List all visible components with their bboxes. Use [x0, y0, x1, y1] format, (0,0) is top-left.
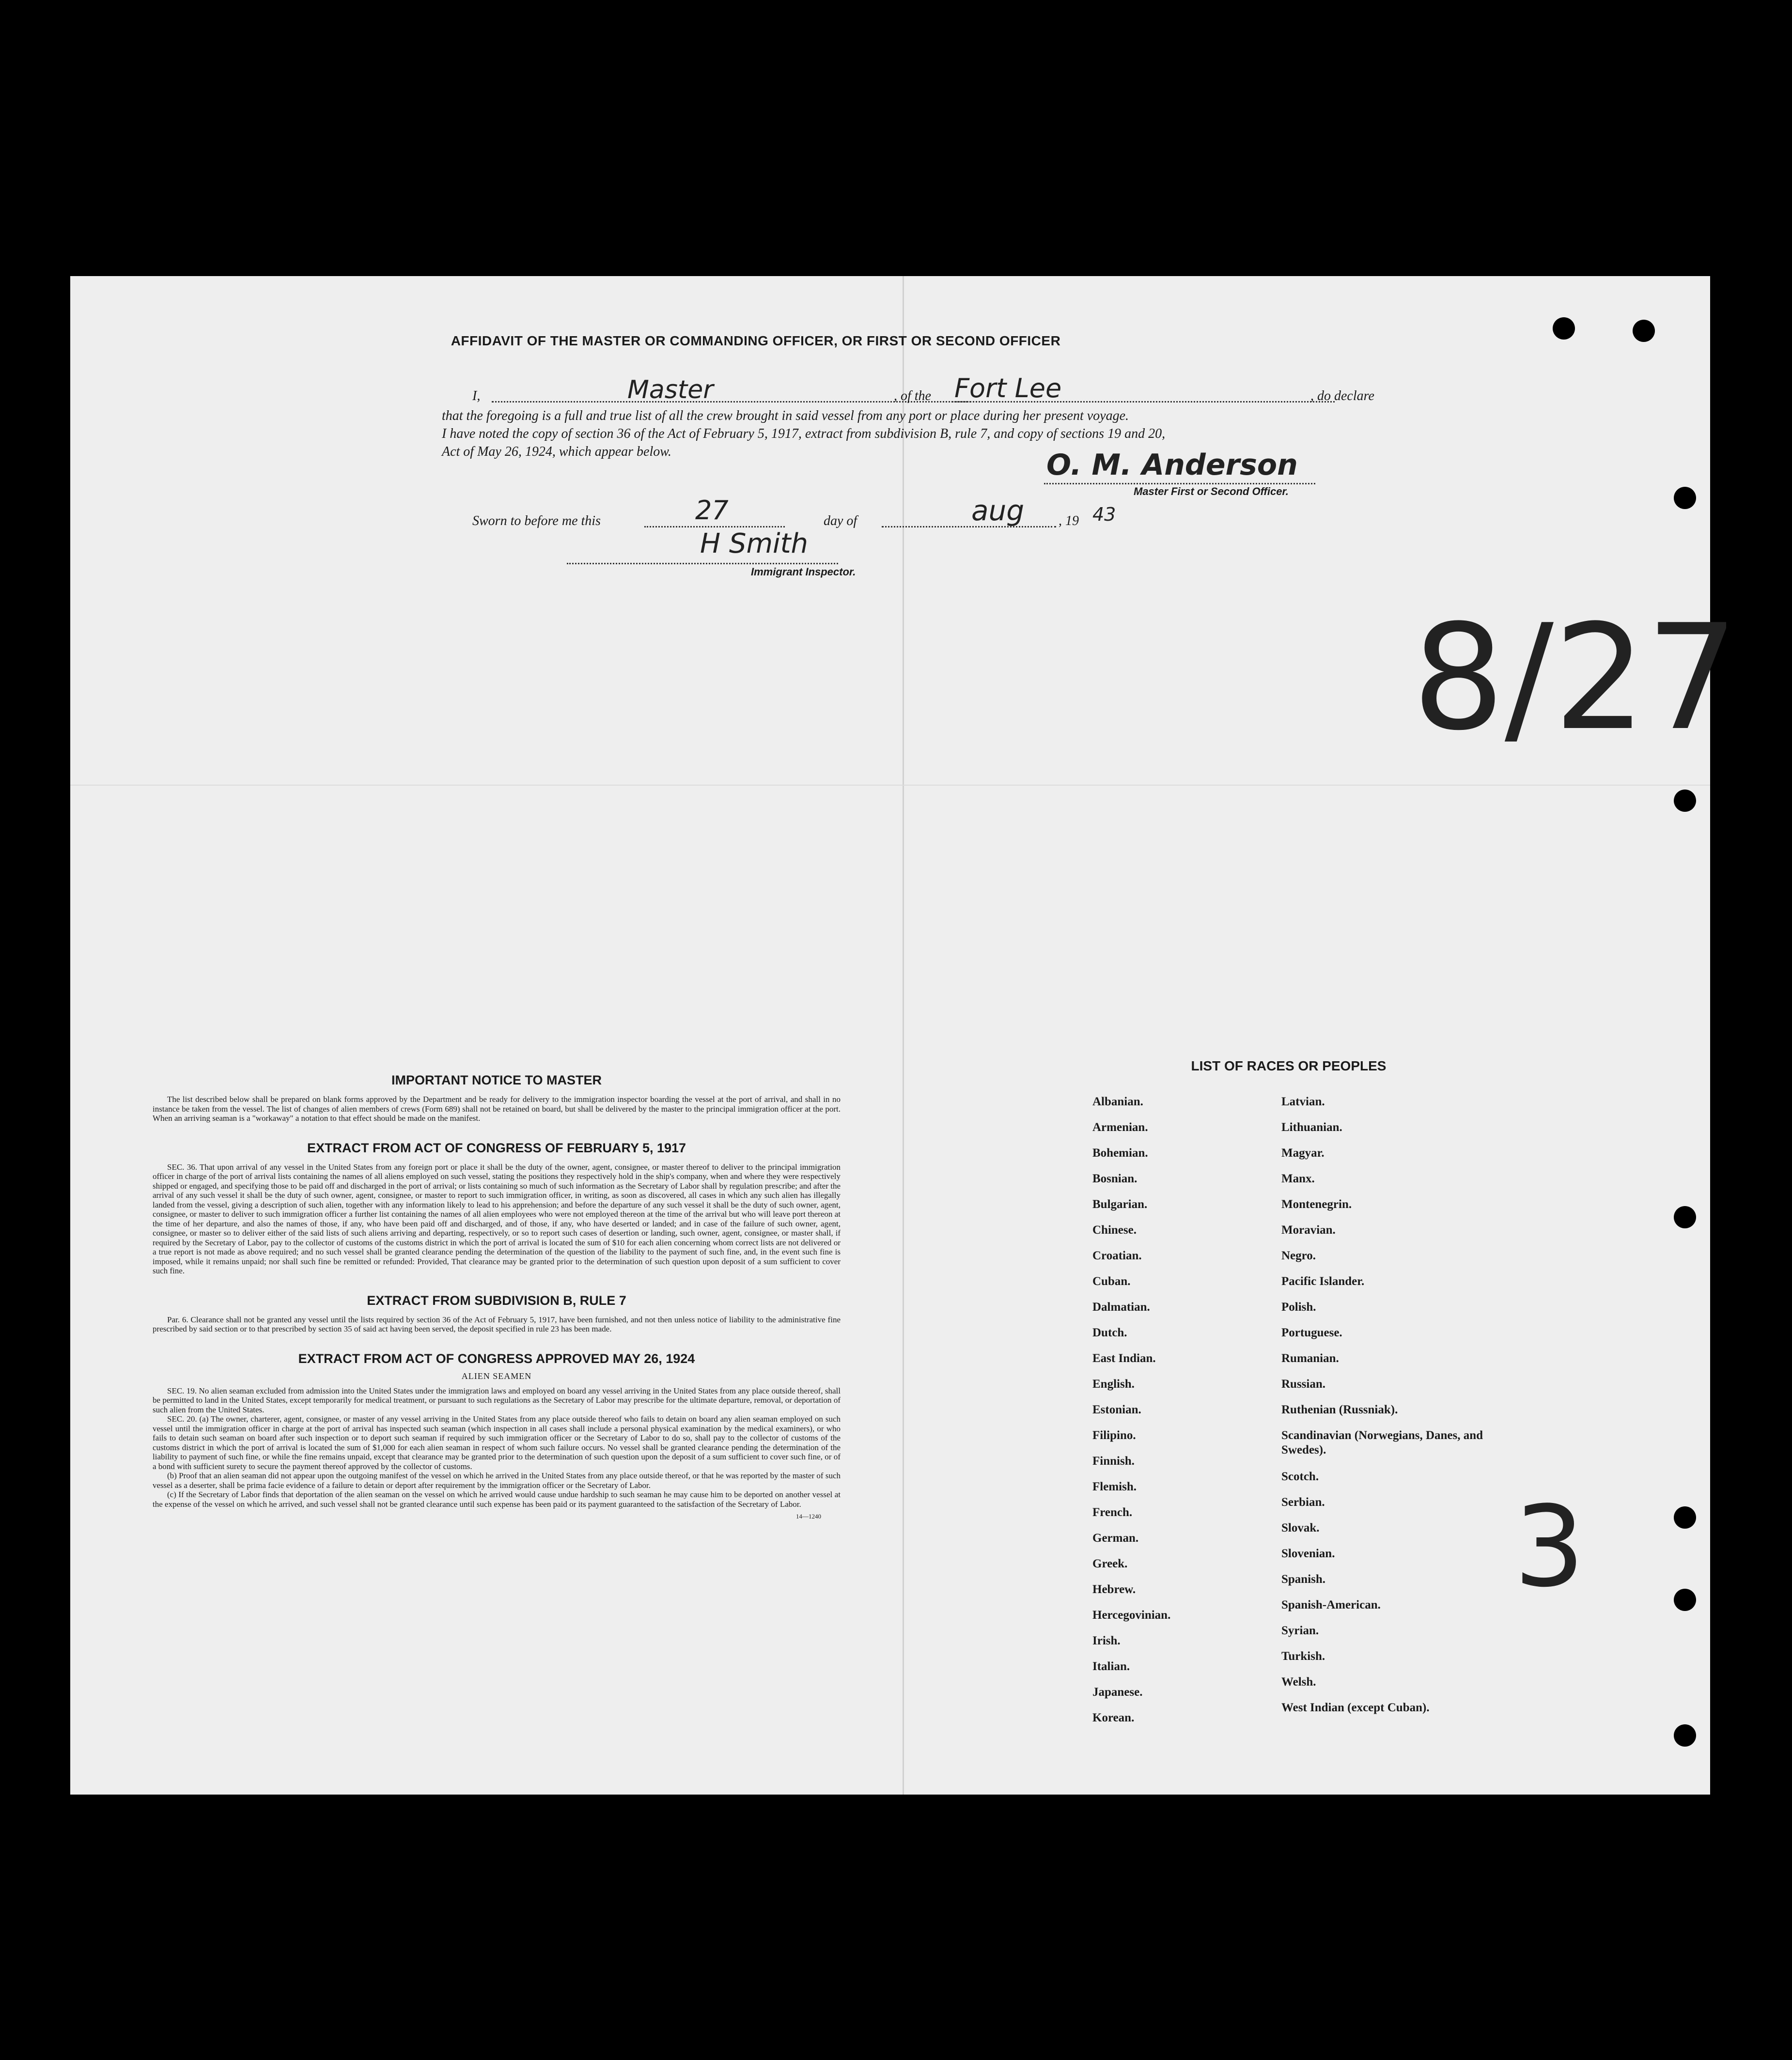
punch-hole [1674, 487, 1696, 509]
race-item: Spanish-American. [1281, 1598, 1381, 1611]
race-item: Korean. [1092, 1711, 1135, 1724]
affidavit-of-the: , of the [894, 388, 931, 403]
race-item: Manx. [1281, 1172, 1315, 1185]
race-item: East Indian. [1092, 1352, 1156, 1365]
extract-1917-text: SEC. 36. That upon arrival of any vessel in the United States from any foreign port or place it shall be the duty of the owner, agent, consignee, or master thereof to deliver to the principal immigration officer in charge of the port of arrival lists containing the names of all aliens employed on such vessel, stating the positions they respectively hold in the ship's company, when and where they were respectively shipped or engaged, and specifying those to be paid off and discharged in the port of arrival; or lists containing so much of such information as the Secretary of Labor shall by regulation prescribe; and after the arrival of any such vessel it shall be the duty of such owner, agent, consignee, or master to report to such immigration officer, in writing, as soon as discovered, all cases in which any such alien has illegally landed from the vessel, giving a description of such alien, together with any information likely to lead to his apprehension; and before the departure of any such vessel it shall be the duty of such owner, agent, consignee, or master to deliver to such immigration officer a further list containing the names of all alien employees who were not employed thereon at the time of the arrival but who will leave port thereon at the time of her departure, and also the names of those, if any, who have been paid off and discharged, and of those, if any, who have deserted or landed; and in case of the failure of such owner, agent, consignee, or master so to deliver either of the said lists of such aliens arriving and departing, respectively, or so to report such cases of desertion or landing, such owner, agent, consignee, or master shall, if required by the Secretary of Labor, pay to the collector of customs of the customs district in which the port of arrival is located the sum of $10 for each alien concerning whom correct lists are not delivered or a true report is not made as above required; and no such vessel shall be granted clearance pending the determination of the question of the liability to the payment of such fine, and, in the event such fine is imposed, while it remains unpaid; nor shall such fine be remitted or refunded: Provided, That clearance may be granted prior to the determination of such question upon deposit of a sum sufficient to cover such fine. [153, 1162, 841, 1275]
affidavit-line-3: I have noted the copy of section 36 of the Act of February 5, 1917, extract from subdivision B, rule 7, and copy of sections 19 and 20, [442, 426, 1166, 441]
notice-text: The list described below shall be prepared on blank forms approved by the Department and be ready for delivery to the immigration inspector boarding the vessel at the port of arrival, and shall in no instance be taken from the vessel. The list of changes of alien members of crews (Form 689) shall not be retained on board, but shall be delivered by the master to the principal immigration officer at the port. When an arriving seaman is a "workaway" a notation to that effect should be made on the manifest. [153, 1095, 841, 1123]
signature-line [1044, 483, 1315, 484]
sec-20b-text: (b) Proof that an alien seaman did not appear upon the outgoing manifest of the vessel on which he arrived in the United States from any place outside thereof, or that he was reported by the master of such vessel as a deserter, shall be prima facie evidence of a failure to detain or deport after requirement by the immigration officer or the Secretary of Labor. [153, 1471, 841, 1490]
race-item: Bulgarian. [1092, 1198, 1148, 1211]
sec-20c-text: (c) If the Secretary of Labor finds that deportation of the alien seaman on the vessel on which he arrived would cause undue hardship to such seaman he may cause him to be deported on another vessel at the expense of the vessel on which he arrived, and such vessel shall not be granted clearance until such expense has been paid or its payment guaranteed to the satisfaction of the Secretary of Labor. [153, 1490, 841, 1509]
race-item: Italian. [1092, 1660, 1130, 1673]
race-item: Bosnian. [1092, 1172, 1138, 1185]
race-item: Chinese. [1092, 1224, 1137, 1237]
race-item: Rumanian. [1281, 1352, 1339, 1365]
race-item: Japanese. [1092, 1686, 1143, 1699]
punch-hole [1553, 317, 1575, 340]
race-item: Lithuanian. [1281, 1121, 1342, 1134]
extract-1917-title: EXTRACT FROM ACT OF CONGRESS OF FEBRUARY 5, 1917 [307, 1140, 686, 1155]
race-item: Polish. [1281, 1301, 1316, 1314]
race-item: Syrian. [1281, 1624, 1319, 1637]
affidavit-line-4: Act of May 26, 1924, which appear below. [442, 444, 671, 459]
inspector-caption: Immigrant Inspector. [751, 566, 856, 578]
extract-1924-title: EXTRACT FROM ACT OF CONGRESS APPROVED MAY 26, 1924 [298, 1351, 695, 1366]
race-item: Serbian. [1281, 1496, 1325, 1509]
races-title: LIST OF RACES OR PEOPLES [1191, 1058, 1387, 1073]
notice-title: IMPORTANT NOTICE TO MASTER [391, 1073, 602, 1087]
horizontal-fold [70, 785, 1710, 786]
punch-hole [1674, 1589, 1696, 1611]
race-item: Finnish. [1092, 1455, 1135, 1468]
affidavit-line-2: that the foregoing is a full and true list of all the crew brought in said vessel from any port or place during her present voyage. [442, 408, 1129, 423]
day-handwritten: 27 [695, 495, 729, 526]
affidavit-i: I, [472, 388, 481, 403]
alien-seamen-subtitle: ALIEN SEAMEN [461, 1371, 532, 1381]
race-item: West Indian (except Cuban). [1281, 1701, 1430, 1714]
day-blank [644, 526, 785, 527]
punch-hole [1674, 790, 1696, 812]
race-item: Spanish. [1281, 1573, 1326, 1586]
race-item: Greek. [1092, 1557, 1128, 1570]
day-of-label: day of [824, 513, 857, 528]
month-handwritten: aug [971, 494, 1025, 527]
punch-hole [1674, 1724, 1696, 1747]
race-item: Magyar. [1281, 1146, 1325, 1160]
race-item: Scandinavian (Norwegians, Danes, and Swedes). [1281, 1429, 1483, 1456]
document-sheet [70, 276, 1739, 1795]
month-blank [882, 526, 1056, 527]
year-prefix: , 19 [1059, 513, 1079, 528]
race-item: Bohemian. [1092, 1146, 1148, 1160]
master-signature: O. M. Anderson [1046, 448, 1298, 482]
legal-notices [153, 1073, 841, 1520]
race-item: Slovenian. [1281, 1547, 1335, 1560]
inspector-signature: H Smith [700, 528, 809, 559]
race-item: Scotch. [1281, 1470, 1319, 1483]
race-item: Moravian. [1281, 1224, 1336, 1237]
race-item: Portuguese. [1281, 1326, 1342, 1339]
race-item: Cuban. [1092, 1275, 1131, 1288]
race-item: Albanian. [1092, 1095, 1143, 1108]
punch-hole [1674, 1206, 1696, 1228]
date-annotation: 8/27 [1412, 593, 1739, 762]
signature-caption: Master First or Second Officer. [1134, 485, 1289, 497]
race-item: Pacific Islander. [1281, 1275, 1365, 1288]
race-item: Hebrew. [1092, 1583, 1136, 1596]
affidavit-title: AFFIDAVIT OF THE MASTER OR COMMANDING OFFICER, OR FIRST OR SECOND OFFICER [451, 333, 1061, 348]
race-item: Filipino. [1092, 1429, 1136, 1442]
sworn-label: Sworn to before me this [472, 513, 601, 528]
race-item: Negro. [1281, 1249, 1316, 1262]
race-item: French. [1092, 1506, 1133, 1519]
race-item: English. [1092, 1378, 1135, 1391]
race-item: Croatian. [1092, 1249, 1142, 1262]
race-item: German. [1092, 1532, 1139, 1545]
name-handwritten: Master [627, 375, 714, 404]
race-item: Welsh. [1281, 1675, 1316, 1688]
extract-rule7-title: EXTRACT FROM SUBDIVISION B, RULE 7 [367, 1293, 626, 1308]
race-item: Armenian. [1092, 1121, 1148, 1134]
race-item: Dalmatian. [1092, 1301, 1150, 1314]
affidavit-declare: , do declare [1310, 388, 1374, 403]
race-item: Turkish. [1281, 1650, 1325, 1663]
punch-hole [1633, 320, 1655, 342]
races-column-2 [1281, 1095, 1485, 1792]
sec-20a-text: SEC. 20. (a) The owner, charterer, agent, consignee, or master of any vessel arriving in the United States from any place outside thereof who fails to detain on board any alien seaman employed on such vessel until the immigration officer in charge at the port of arrival has inspected such seaman (which inspection in all cases shall include a personal physical examination by the medical examiners), or who fails to detain such seaman on board after such inspection or to deport such seaman if required by such immigration officer or the Secretary of Labor to do so, shall pay to the collector of customs of the customs district in which the port of arrival is located the sum of $1,000 for each alien seaman in respect of whom such failure occurs. No vessel shall be granted clearance pending the determination of the liability to payment of such fine, or while the fine remains unpaid, except that clearance may be granted prior to the determination of such question upon the deposit of a sum sufficient to cover such fine, or of a bond with sufficient surety to secure the payment thereof approved by the collector of customs. [153, 1414, 841, 1471]
form-number: 14—1240 [796, 1513, 821, 1520]
race-item: Russian. [1281, 1378, 1326, 1391]
center-fold [903, 276, 904, 1795]
race-item: Flemish. [1092, 1480, 1137, 1493]
race-item: Ruthenian (Russniak). [1281, 1403, 1398, 1416]
races-column-1 [1092, 1095, 1267, 1792]
race-item: Slovak. [1281, 1521, 1320, 1534]
race-item: Montenegrin. [1281, 1198, 1352, 1211]
inspector-line [567, 563, 838, 564]
race-item: Hercegovinian. [1092, 1609, 1171, 1622]
extract-rule7-text: Par. 6. Clearance shall not be granted any vessel until the lists required by section 36 of the Act of February 5, 1917, have been furnished, and not then unless notice of liability to the administrative fine prescribed by said section or to that prescribed by section 35 of said act having been served, the deposit specified in rule 23 has been made. [153, 1315, 841, 1333]
race-item: Latvian. [1281, 1095, 1325, 1108]
race-item: Dutch. [1092, 1326, 1127, 1339]
race-item: Irish. [1092, 1634, 1121, 1647]
race-item: Estonian. [1092, 1403, 1141, 1416]
vessel-handwritten: Fort Lee [954, 373, 1062, 403]
sec-19-text: SEC. 19. No alien seaman excluded from admission into the United States under the immigration laws and employed on board any vessel arriving in the United States from any place outside thereof, shall be permitted to land in the United States, except temporarily for medical treatment, or pursuant to such regulations as the Secretary of Labor may prescribe for the ultimate departure, removal, or deportation of such alien from the United States. [153, 1386, 841, 1414]
punch-hole [1674, 1506, 1696, 1529]
year-handwritten: 43 [1092, 504, 1116, 525]
page-number-annotation: 3 [1514, 1483, 1585, 1612]
